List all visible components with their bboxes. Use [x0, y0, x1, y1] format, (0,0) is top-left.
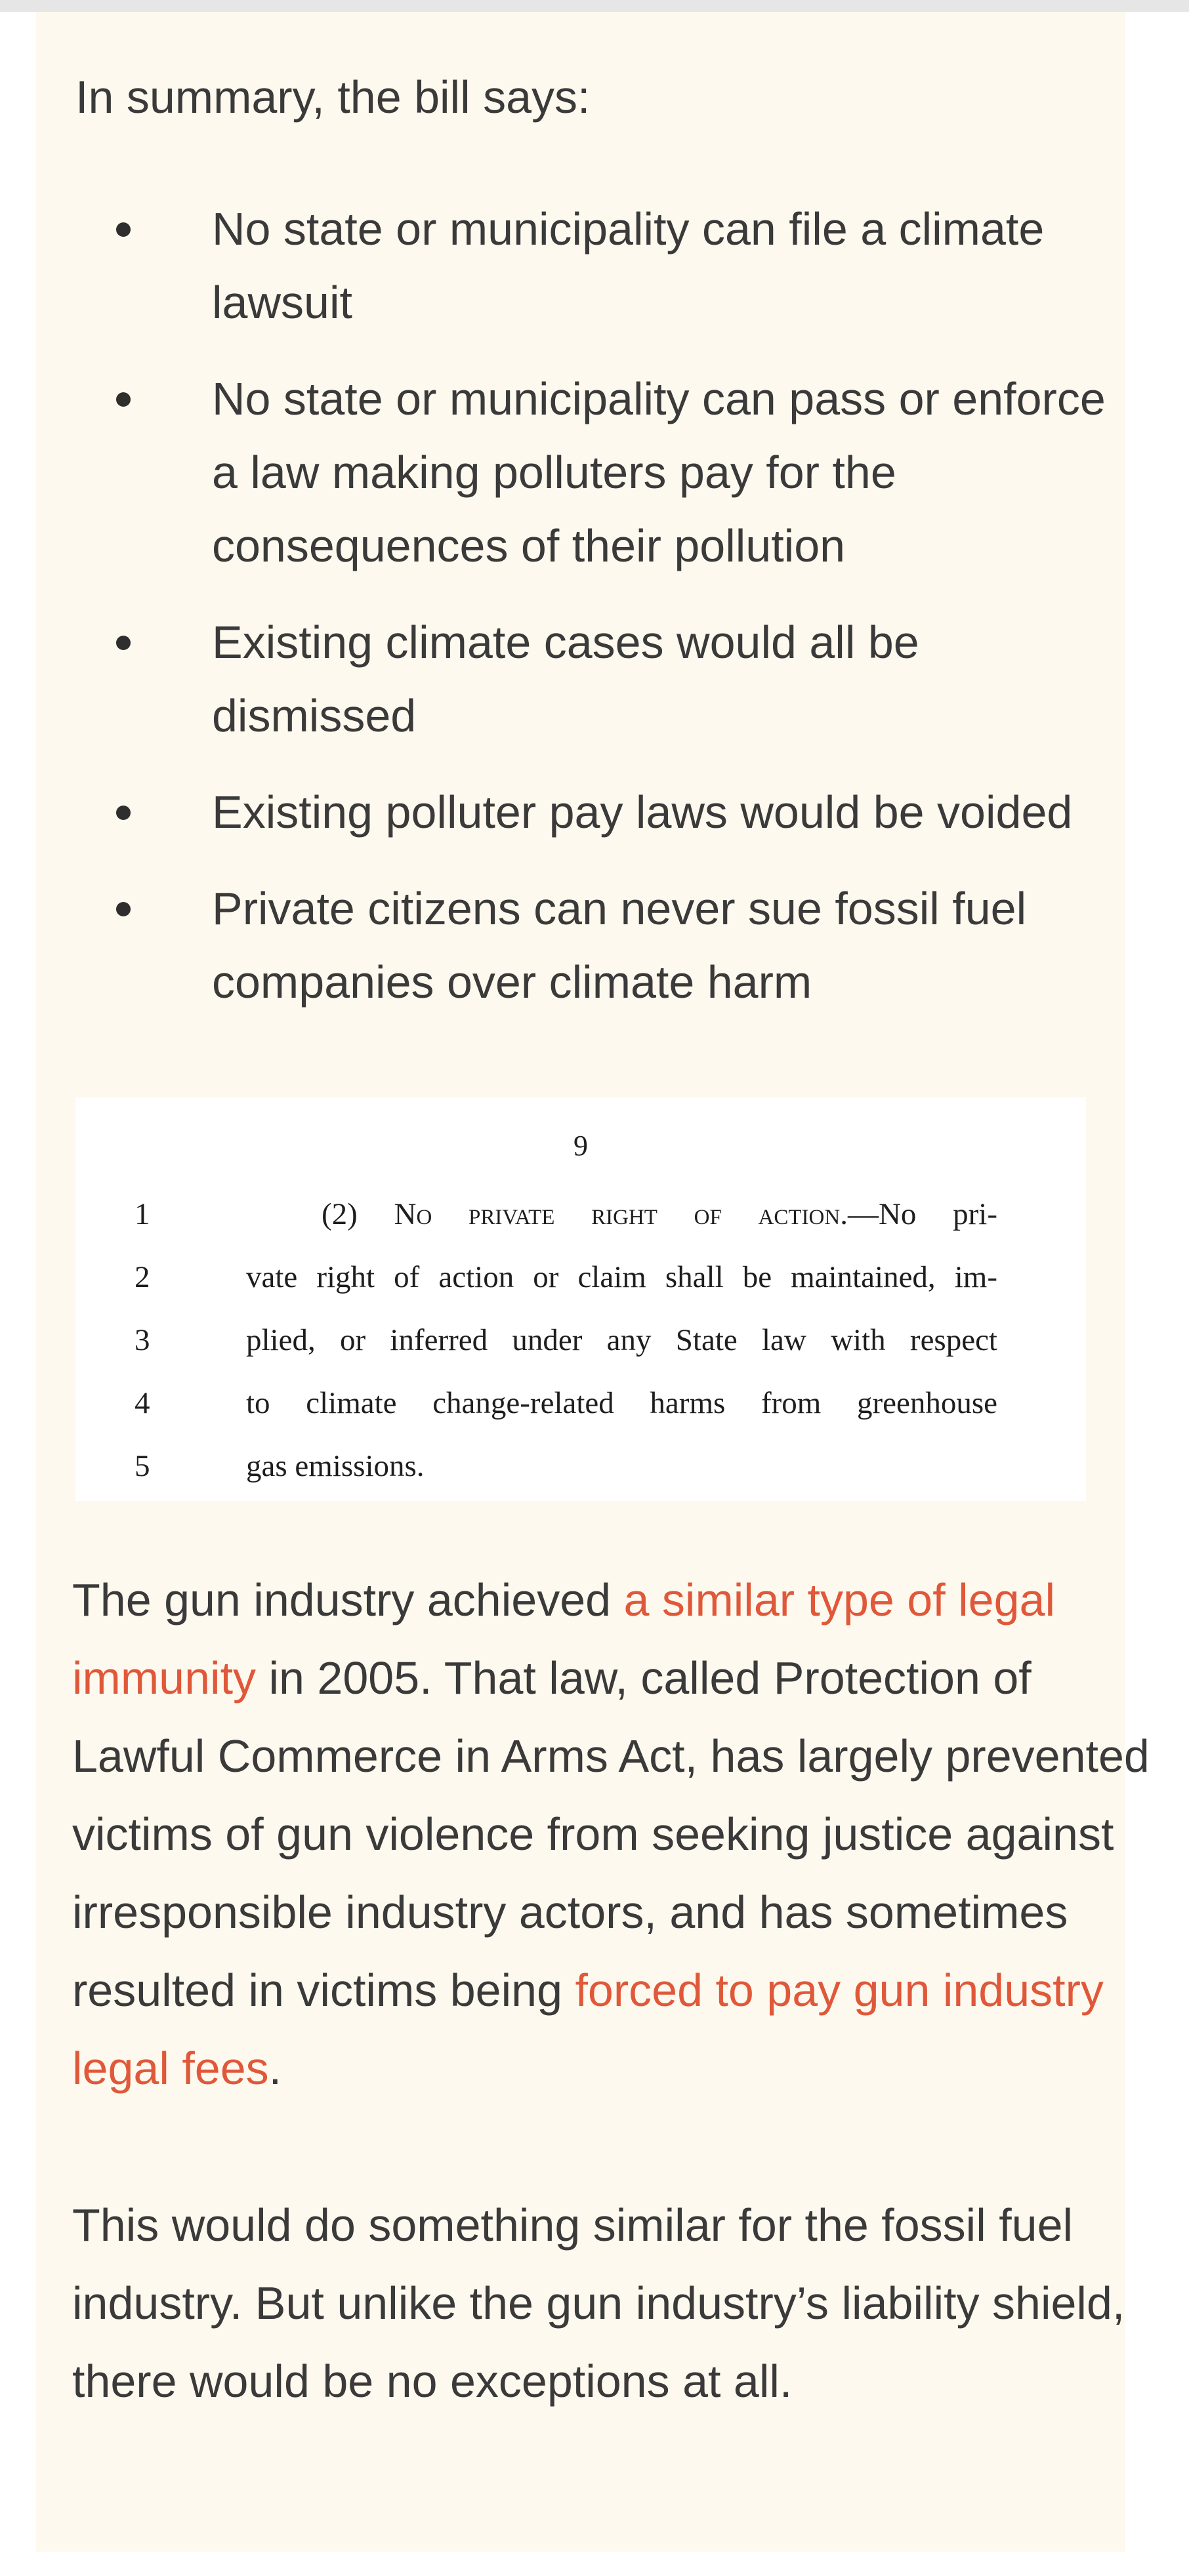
bill-line	[75, 1435, 1086, 1498]
summary-intro: In summary, the bill says:	[75, 72, 591, 123]
list-item-text: No state or municipality can pass or enforce a law making polluters pay for the consequences of their pollution	[212, 373, 1106, 571]
bill-line-text: (2) No private right of action.—No pri-	[322, 1197, 997, 1231]
bullet-icon	[116, 392, 131, 407]
section-heading: No private right of action.	[394, 1197, 848, 1231]
bullet-icon	[116, 806, 131, 820]
line-number: 1	[135, 1197, 150, 1231]
line-number: 5	[135, 1449, 150, 1483]
top-edge	[0, 0, 1189, 12]
bill-line	[75, 1372, 1086, 1435]
bill-page-number: 9	[574, 1130, 588, 1162]
list-item	[75, 605, 1099, 752]
list-item	[75, 872, 1099, 1019]
bill-line	[75, 1246, 1086, 1309]
line-number: 2	[135, 1260, 150, 1294]
bill-line-text: to climate change-related harms from greenhouse	[246, 1386, 997, 1420]
list-item-text: Existing polluter pay laws would be voided	[212, 787, 1073, 838]
summary-list	[75, 192, 1106, 1042]
list-item-text: Private citizens can never sue fossil fuel companies over climate harm	[212, 883, 1027, 1008]
legal-fees-link[interactable]: forced to pay gun industry legal fees	[72, 1965, 1104, 2094]
bullet-icon	[116, 636, 131, 650]
list-item-text: Existing climate cases would all be dismissed	[212, 617, 919, 741]
list-item	[75, 775, 1099, 849]
bill-line-text: gas emissions.	[246, 1449, 425, 1483]
bill-line	[75, 1183, 1086, 1246]
bullet-icon	[116, 902, 131, 916]
bill-line-text: vate right of action or claim shall be maintained, im-	[246, 1260, 997, 1294]
list-item	[75, 192, 1099, 339]
bullet-icon	[116, 222, 131, 237]
similar-legal-immunity-link[interactable]: a similar type of legal immunity	[72, 1574, 1056, 1704]
line-number: 4	[135, 1386, 150, 1420]
paragraph-fossil-fuel: This would do something similar for the fossil fuel industry. But unlike the gun industry’s liability shield, there would be no exceptions at all.	[72, 2199, 1125, 2407]
article-body	[36, 12, 1150, 2552]
list-item-text: No state or municipality can file a climate lawsuit	[212, 203, 1045, 328]
bill-excerpt-image	[75, 1097, 1086, 1501]
bill-line-text: plied, or inferred under any State law with respect	[246, 1323, 997, 1357]
line-number: 3	[135, 1323, 150, 1357]
list-item	[75, 362, 1106, 583]
paragraph-gun-industry: The gun industry achieved a similar type of legal immunity in 2005. That law, called Protection of Lawful Commerce in Arms Act, has largely prevented victims of gun violence from seeking justice against irresponsible industry actors, and has sometimes resulted in victims being forced to pay gun industry legal fees.	[72, 1574, 1150, 2094]
bill-line	[75, 1309, 1086, 1372]
